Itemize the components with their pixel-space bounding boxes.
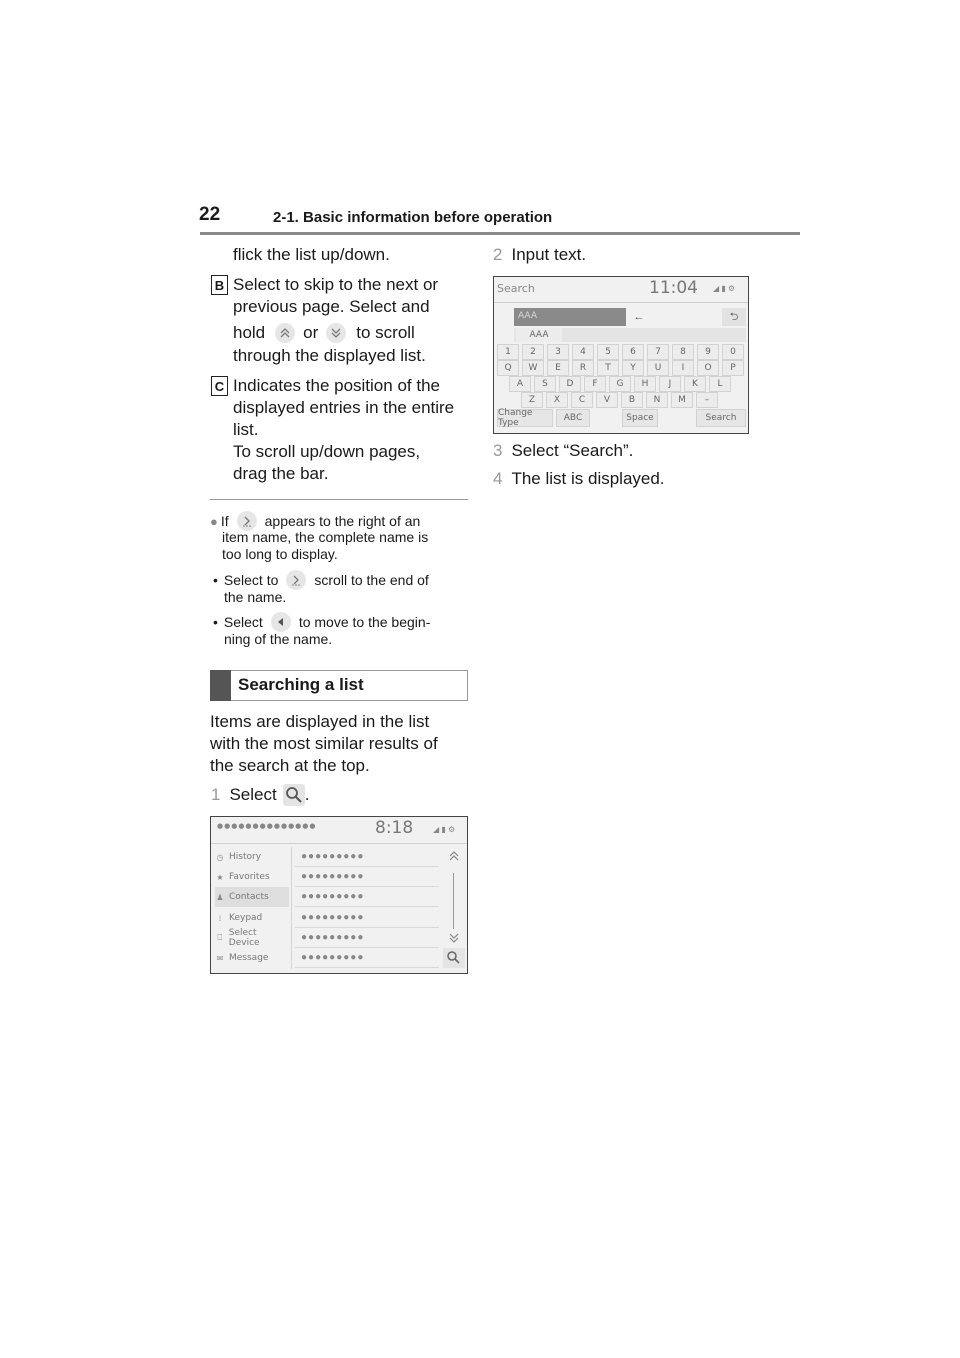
menu-label: Select Device bbox=[228, 928, 260, 948]
search-icon bbox=[283, 784, 305, 806]
key-button[interactable]: F bbox=[584, 376, 606, 392]
step1-number: 1 bbox=[211, 785, 221, 804]
screen1-clock: 8:18 bbox=[375, 818, 414, 838]
menu-label: Contacts bbox=[229, 892, 269, 902]
step2-text: Input text. bbox=[511, 245, 587, 264]
abc-button[interactable]: ABC bbox=[556, 409, 590, 427]
text-c-line1: Indicates the position of the bbox=[233, 376, 440, 395]
key-button[interactable]: – bbox=[696, 392, 718, 408]
page-up-button[interactable] bbox=[447, 849, 461, 863]
key-button[interactable]: U bbox=[647, 360, 669, 376]
list-item[interactable]: ●●●●●●●●● bbox=[295, 908, 439, 928]
screen2-clock: 11:04 bbox=[649, 278, 698, 298]
key-button[interactable]: 0 bbox=[722, 344, 744, 360]
search-input-value: AAA bbox=[518, 311, 537, 321]
text-b-to-scroll: to scroll bbox=[356, 323, 415, 342]
text-c-line3: list. bbox=[233, 420, 259, 439]
step3-text: Select “Search”. bbox=[511, 441, 634, 460]
sub-bullet-2: • bbox=[213, 613, 218, 630]
key-button[interactable]: D bbox=[559, 376, 581, 392]
list-item[interactable]: ●●●●●●●●● bbox=[295, 948, 439, 968]
suggestion-item[interactable]: AAA bbox=[516, 328, 562, 342]
menu-item-favorites[interactable] bbox=[215, 867, 289, 887]
screen1-title: ●●●●●●●●●●●●●● bbox=[217, 822, 317, 830]
screen2-title: Search bbox=[497, 282, 535, 295]
menu-item-message[interactable] bbox=[215, 948, 289, 968]
step4 bbox=[493, 468, 665, 490]
sub-bullet-1: • bbox=[213, 571, 218, 588]
sub-note-1 bbox=[213, 570, 429, 590]
menu-label: Message bbox=[229, 953, 269, 963]
note-divider bbox=[210, 499, 468, 500]
para-line3: the search at the top. bbox=[210, 756, 370, 775]
sub1-rest: scroll to the end of bbox=[314, 571, 429, 588]
note-line2: item name, the complete name is bbox=[222, 529, 429, 545]
key-button[interactable]: A bbox=[509, 376, 531, 392]
key-button[interactable]: S bbox=[534, 376, 556, 392]
menu-label: Favorites bbox=[229, 872, 270, 882]
step2-number: 2 bbox=[493, 245, 503, 264]
keypad-icon: ⁞ bbox=[218, 913, 222, 923]
device-icon: ⎕ bbox=[217, 933, 223, 942]
key-button[interactable]: R bbox=[572, 360, 594, 376]
para-line1: Items are displayed in the list bbox=[210, 712, 430, 731]
key-button[interactable]: V bbox=[596, 392, 618, 408]
text-flick: flick the list up/down. bbox=[233, 245, 390, 264]
text-b-hold: hold bbox=[233, 323, 266, 342]
menu-item-contacts[interactable] bbox=[215, 887, 289, 907]
back-icon: ⮌ bbox=[729, 310, 739, 323]
key-button[interactable]: 3 bbox=[547, 344, 569, 360]
menu-item-keypad[interactable] bbox=[215, 908, 289, 928]
sub2-rest: to move to the begin- bbox=[298, 613, 431, 630]
space-button[interactable]: Space bbox=[622, 409, 658, 427]
sub2-select: Select bbox=[223, 613, 263, 630]
step1-period: . bbox=[304, 785, 310, 804]
key-button[interactable]: I bbox=[672, 360, 694, 376]
key-button[interactable]: 1 bbox=[497, 344, 519, 360]
step4-number: 4 bbox=[493, 469, 503, 488]
search-icon bbox=[443, 948, 465, 968]
page-up-icon bbox=[275, 323, 295, 343]
text-b-line3 bbox=[233, 322, 415, 344]
scroll-bar[interactable] bbox=[453, 873, 454, 929]
key-button[interactable]: 6 bbox=[622, 344, 644, 360]
key-button[interactable]: 5 bbox=[597, 344, 619, 360]
key-button[interactable]: X bbox=[546, 392, 568, 408]
list-item[interactable]: ●●●●●●●●● bbox=[295, 887, 439, 907]
note-line1 bbox=[210, 511, 420, 531]
back-button[interactable] bbox=[722, 308, 746, 326]
backspace-icon: ← bbox=[633, 311, 645, 323]
search-keyboard-screen bbox=[493, 276, 749, 434]
sub-note-2 bbox=[213, 612, 430, 632]
star-icon: ★ bbox=[216, 872, 224, 882]
scroll-name-icon bbox=[237, 511, 257, 531]
step1 bbox=[211, 784, 309, 806]
menu-label: History bbox=[229, 852, 262, 862]
menu-divider bbox=[291, 847, 292, 969]
page-number: 22 bbox=[199, 204, 221, 225]
key-button[interactable]: 7 bbox=[647, 344, 669, 360]
key-button[interactable]: 8 bbox=[672, 344, 694, 360]
key-button[interactable]: 2 bbox=[522, 344, 544, 360]
key-button[interactable]: O bbox=[697, 360, 719, 376]
menu-item-select-device[interactable] bbox=[215, 928, 289, 948]
text-c-line4: To scroll up/down pages, bbox=[233, 442, 421, 461]
key-button[interactable]: Z bbox=[521, 392, 543, 408]
key-button[interactable]: B bbox=[621, 392, 643, 408]
key-button[interactable]: E bbox=[547, 360, 569, 376]
person-icon: ♟ bbox=[216, 892, 224, 902]
key-button[interactable]: C bbox=[571, 392, 593, 408]
para-line2: with the most similar results of bbox=[210, 734, 438, 753]
list-item[interactable]: ●●●●●●●●● bbox=[295, 928, 439, 948]
key-button[interactable]: M bbox=[671, 392, 693, 408]
text-c-line2: displayed entries in the entire bbox=[233, 398, 455, 417]
callout-b: B bbox=[211, 275, 228, 295]
sub1-select-to: Select to bbox=[223, 571, 279, 588]
header-rule bbox=[200, 232, 800, 235]
list-item[interactable]: ●●●●●●●●● bbox=[295, 867, 439, 887]
text-b-line4: through the displayed list. bbox=[233, 346, 426, 365]
sub2-line2: ning of the name. bbox=[224, 631, 333, 647]
section-title: 2-1. Basic information before operation bbox=[273, 209, 553, 226]
note-line1-rest: appears to the right of an bbox=[264, 512, 421, 529]
key-button[interactable]: K bbox=[684, 376, 706, 392]
text-b-or: or bbox=[303, 323, 319, 342]
callout-c: C bbox=[211, 376, 228, 396]
step1-text: Select bbox=[229, 785, 277, 804]
note-bullet: ● bbox=[210, 513, 218, 529]
menu-label: Keypad bbox=[229, 913, 263, 923]
key-button[interactable]: L bbox=[709, 376, 731, 392]
search-button[interactable] bbox=[443, 948, 465, 968]
page-down-icon bbox=[326, 323, 346, 343]
key-button[interactable]: J bbox=[659, 376, 681, 392]
screen1-title-rule bbox=[211, 843, 468, 844]
text-b-line2: previous page. Select and bbox=[233, 297, 430, 316]
heading-bar bbox=[210, 670, 231, 701]
step3-number: 3 bbox=[493, 441, 503, 460]
key-button[interactable]: Y bbox=[622, 360, 644, 376]
sub1-line2: the name. bbox=[224, 589, 287, 605]
contacts-screen bbox=[210, 816, 468, 974]
menu-item-history[interactable] bbox=[215, 847, 289, 867]
key-button[interactable]: 9 bbox=[697, 344, 719, 360]
screen2-title-rule bbox=[494, 302, 749, 303]
text-b-line1: Select to skip to the next or bbox=[233, 275, 439, 294]
step4-text: The list is displayed. bbox=[511, 469, 665, 488]
key-button[interactable]: G bbox=[609, 376, 631, 392]
key-button[interactable]: P bbox=[722, 360, 744, 376]
key-button[interactable]: H bbox=[634, 376, 656, 392]
history-icon: ◷ bbox=[216, 852, 224, 862]
search-submit-button[interactable]: Search bbox=[696, 409, 746, 427]
status-icons: ◢ ▮ ⚙ bbox=[433, 825, 456, 834]
scroll-end-icon bbox=[286, 570, 306, 590]
note-line3: too long to display. bbox=[222, 546, 338, 562]
key-button[interactable]: T bbox=[597, 360, 619, 376]
heading-searching-list: Searching a list bbox=[238, 675, 364, 694]
change-type-button[interactable]: Change Type bbox=[497, 409, 553, 427]
page-down-button[interactable] bbox=[447, 931, 461, 945]
key-button[interactable]: Q bbox=[497, 360, 519, 376]
backspace-button[interactable] bbox=[626, 308, 652, 326]
key-button[interactable]: 4 bbox=[572, 344, 594, 360]
note-if: If bbox=[220, 512, 229, 529]
text-c-line5: drag the bar. bbox=[233, 464, 329, 483]
key-button[interactable]: N bbox=[646, 392, 668, 408]
envelope-icon: ✉ bbox=[216, 953, 224, 963]
search-input[interactable] bbox=[514, 308, 626, 326]
status-icons: ◢ ▮ ⚙ bbox=[713, 284, 736, 293]
key-button[interactable]: W bbox=[522, 360, 544, 376]
list-item[interactable]: ●●●●●●●●● bbox=[295, 847, 439, 867]
scroll-begin-icon bbox=[271, 612, 291, 632]
step2 bbox=[493, 244, 586, 266]
step3 bbox=[493, 440, 633, 462]
